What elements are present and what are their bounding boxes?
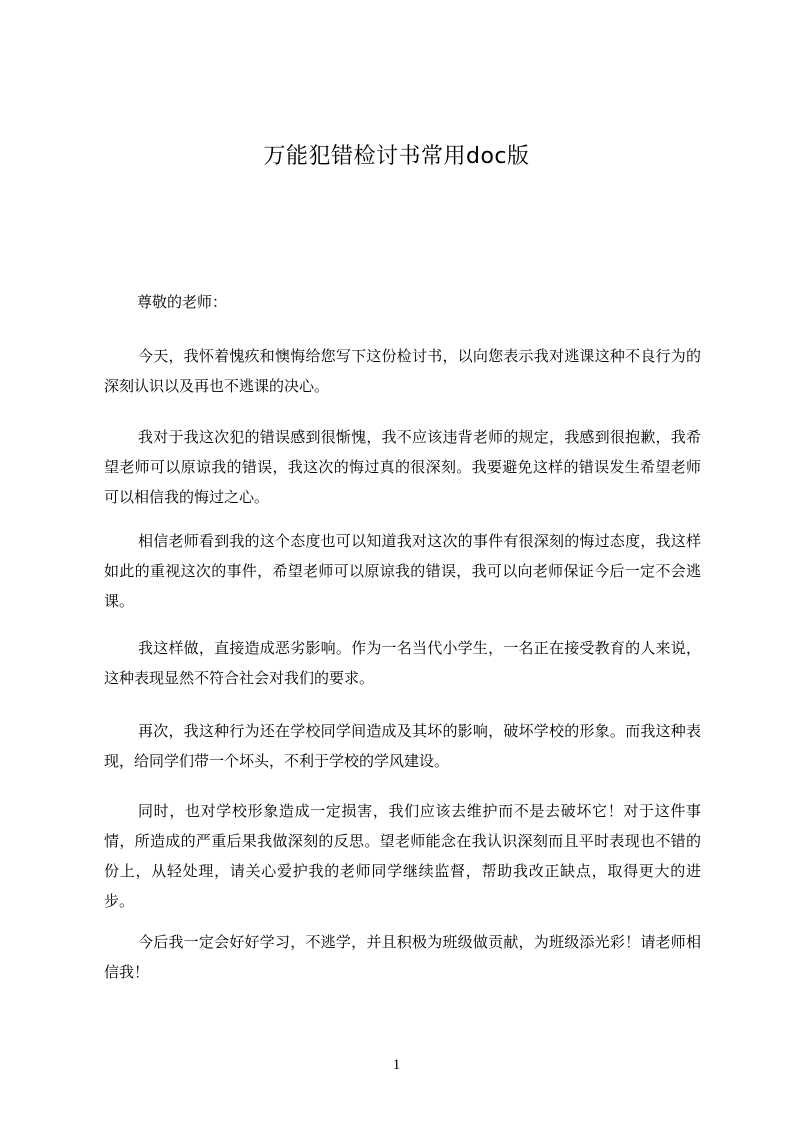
paragraph-4: 我这样做，直接造成恶劣影响。作为一名当代小学生，一名正在接受教育的人来说，这种表现显然不符合社会对我们的要求。 [104,639,701,687]
paragraph-3: 相信老师看到我的这个态度也可以知道我对这次的事件有很深刻的悔过态度，我这样如此的重视这次的事件，希望老师可以原谅我的错误，我可以向老师保证今后一定不会逃课。 [104,532,701,610]
salutation: 尊敬的老师： [137,293,228,311]
page-number: 1 [392,1057,401,1073]
paragraph-5: 再次，我这种行为还在学校同学间造成及其坏的影响，破坏学校的形象。而我这种表现，给同学们带一个坏头，不利于学校的学风建设。 [104,722,701,770]
paragraph-1: 今天，我怀着愧疚和懊悔给您写下这份检讨书，以向您表示我对逃课这种不良行为的深刻认识以及再也不逃课的决心。 [104,347,701,395]
paragraph-7: 今后我一定会好好学习，不逃学，并且积极为班级做贡献，为班级添光彩！请老师相信我！ [104,933,701,981]
paragraph-6: 同时，也对学校形象造成一定损害，我们应该去维护而不是去破坏它！对于这件事情，所造成的严重后果我做深刻的反思。望老师能念在我认识深刻而且平时表现也不错的份上，从轻处理，请关心爱护我的老师同学继续监督，帮助我改正缺点，取得更大的进步。 [104,802,701,910]
document-title: 万能犯错检讨书常用doc版 [263,144,530,169]
paragraph-2: 我对于我这次犯的错误感到很惭愧，我不应该违背老师的规定，我感到很抱歉，我希望老师可以原谅我的错误，我这次的悔过真的很深刻。我要避免这样的错误发生希望老师可以相信我的悔过之心。 [104,428,701,506]
